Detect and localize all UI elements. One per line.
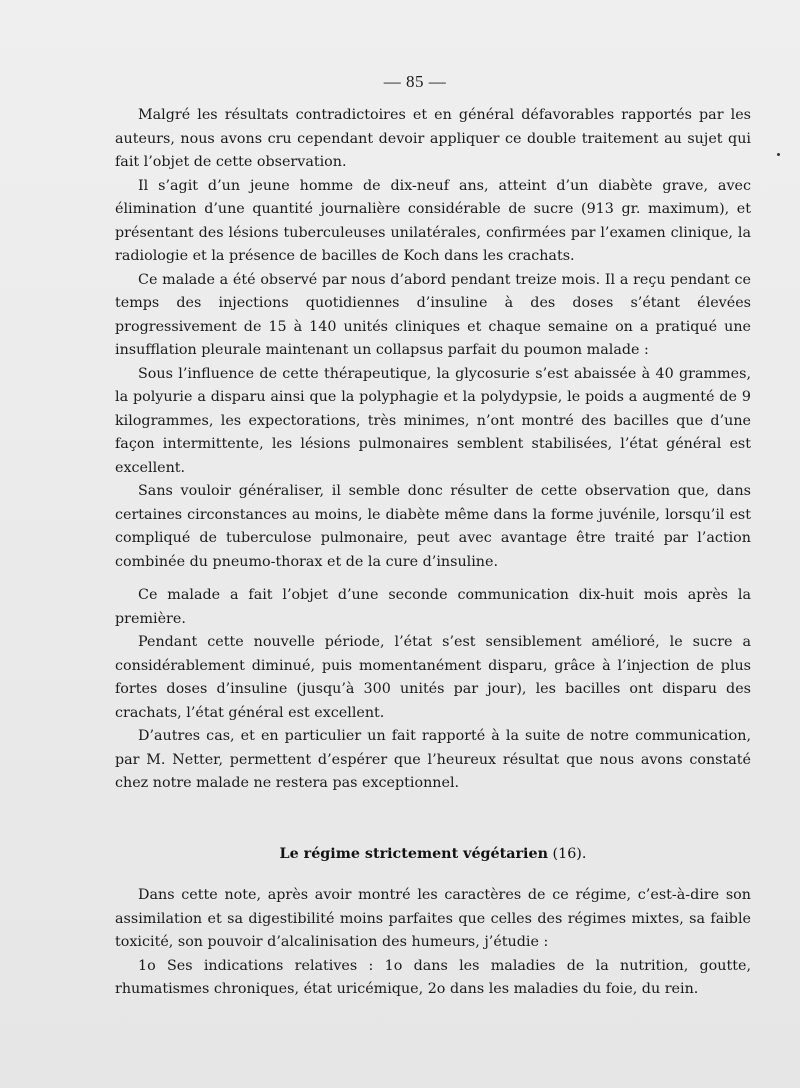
section-reference: (16). (552, 846, 587, 862)
paragraph: Sous l’influence de cette thérapeutique, la glycosurie s’est abaissée à 40 grammes, la polyurie a disparu ainsi que la polyphagie et la polydypsie, le poids a augmenté de 9 kilogrammes, les expectorations, très minimes, n’ont montré des bacilles que d’une façon intermittente, les lésions pulmonaires semblent stabilisées, l’état général est excellent. (115, 365, 751, 476)
paragraph: D’autres cas, et en particulier un fait rapporté à la suite de notre communication, par M. Netter, permettent d’espérer que l’heureux résultat que nous avons constaté chez notre malade ne restera pas exceptionnel. (115, 728, 751, 791)
section-heading (0, 846, 800, 862)
vegetarian-regime-text-block (115, 884, 751, 1002)
paragraph: Ce malade a fait l’objet d’une seconde communication dix-huit mois après la première. (115, 587, 751, 627)
section-title: Le régime strictement végétarien (279, 846, 548, 862)
paragraph: Ce malade a été observé par nous d’abord pendant treize mois. Il a reçu pendant ce temps des injections quotidiennes d’insuline à des doses s’étant élevées progressivement de 15 à 140 unités cliniques et chaque semaine on a pratiqué une insufflation pleurale maintenant un collapsus parfait du poumon malade : (115, 271, 751, 358)
paragraph: Il s’agit d’un jeune homme de dix-neuf ans, atteint d’un diabète grave, avec élimination d’une quantité journalière considérable de sucre (913 gr. maximum), et présentant des lésions tuberculeuses unilatérales, confirmées par l’examen clinique, la radiologie et la présence de bacilles de Koch dans les crachats. (115, 177, 751, 264)
second-communication-text-block (115, 584, 751, 796)
paragraph: Sans vouloir généraliser, il semble donc résulter de cette observation que, dans certaines circonstances au moins, le diabète même dans la forme juvénile, lorsqu’il est compliqué de tuberculose pulmonaire, peut avec avantage être traité par l’action combinée du pneumo-thorax et de la cure d’insuline. (115, 483, 751, 570)
page-number: — 85 — (383, 72, 447, 91)
scan-speck (777, 153, 780, 156)
paragraph: Pendant cette nouvelle période, l’état s’est sensiblement amélioré, le sucre a considérablement diminué, puis momentanément disparu, grâce à l’injection de plus fortes doses d’insuline (jusqu’à 300 unités par jour), les bacilles ont disparu des crachats, l’état général est excellent. (115, 634, 751, 721)
paragraph: 1o Ses indications relatives : 1o dans les maladies de la nutrition, goutte, rhumatismes chroniques, état uricémique, 2o dans les maladies du foie, du rein. (115, 957, 751, 997)
paragraph: Dans cette note, après avoir montré les caractères de ce régime, c’est-à-dire son assimilation et sa digestibilité moins parfaites que celles des régimes mixtes, sa faible toxicité, son pouvoir d’alcalinisation des humeurs, j’étudie : (115, 887, 751, 950)
observation-text-block (115, 104, 751, 574)
paragraph: Malgré les résultats contradictoires et en général défavorables rapportés par les auteurs, nous avons cru cependant devoir appliquer ce double traitement au sujet qui fait l’objet de cette observation. (115, 107, 751, 170)
